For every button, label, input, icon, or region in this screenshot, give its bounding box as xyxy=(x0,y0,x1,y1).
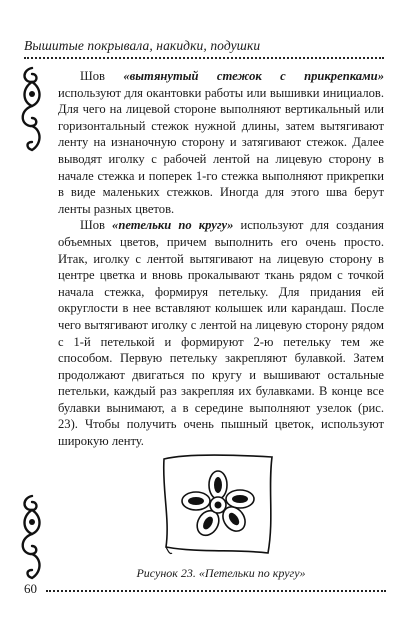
body-text xyxy=(58,68,384,450)
paragraph-text: используют для окантовки работы или вышивки инициалов. Для чего на лицевой стороне выполняют вертикальный или горизонтальный стежок нужной длины, затем вытягивают ленту на изнаночную сторону и затягивают стежок. Далее выводят иголку с рабочей лентой на лицевую сторону в начале стежка и поперек 1-го стежка выполняют прикрепки в виде маленьких стежков. Иногда для этого шва берут ленты разных цветов. xyxy=(58,85,384,216)
scroll-ornament-icon xyxy=(14,64,50,154)
figure-loop-flower-illustration xyxy=(158,449,278,559)
header-dotted-rule xyxy=(24,57,384,59)
stitch-term: «вытянутый стежок с прикрепками» xyxy=(123,69,384,83)
stitch-term: «петельки по кругу» xyxy=(112,218,234,233)
paragraph xyxy=(58,217,384,449)
paragraph-lead: Шов xyxy=(80,218,113,233)
paragraph xyxy=(58,68,384,217)
paragraph-text: используют для создания объемных цветов, причем выполнить его очень просто. Итак, иголку с лентой вытягивают на лицевую сторону в центре цветка и вновь прокалывают ткань рядом с точкой начала стежка, формируя петельку. Для придания ей округлости в нее вставляют колышек или карандаш. После чего вытягивают иголку с лентой на лицевую сторону рядом с 1-й петелькой и формируют 2-ю петельку тем же способом. Первую петельку закрепляют булавкой. Затем продолжают двигаться по кругу и вышивают остальные петельки, каждый раз закрепляя их булавками. В конце все булавки вынимают, а в середине выполняют узелок (рис. 23). Чтобы получить очень пышный цветок, используют широкую ленту. xyxy=(58,218,384,449)
paragraph-lead: Шов xyxy=(80,69,124,83)
page-number: 60 xyxy=(24,581,37,596)
scroll-ornament-icon xyxy=(14,492,50,582)
figure-caption: Рисунок 23. «Петельки по кругу» xyxy=(136,566,306,580)
running-header-title: Вышитые покрывала, накидки, подушки xyxy=(24,38,261,53)
footer-dotted-rule xyxy=(46,590,386,592)
